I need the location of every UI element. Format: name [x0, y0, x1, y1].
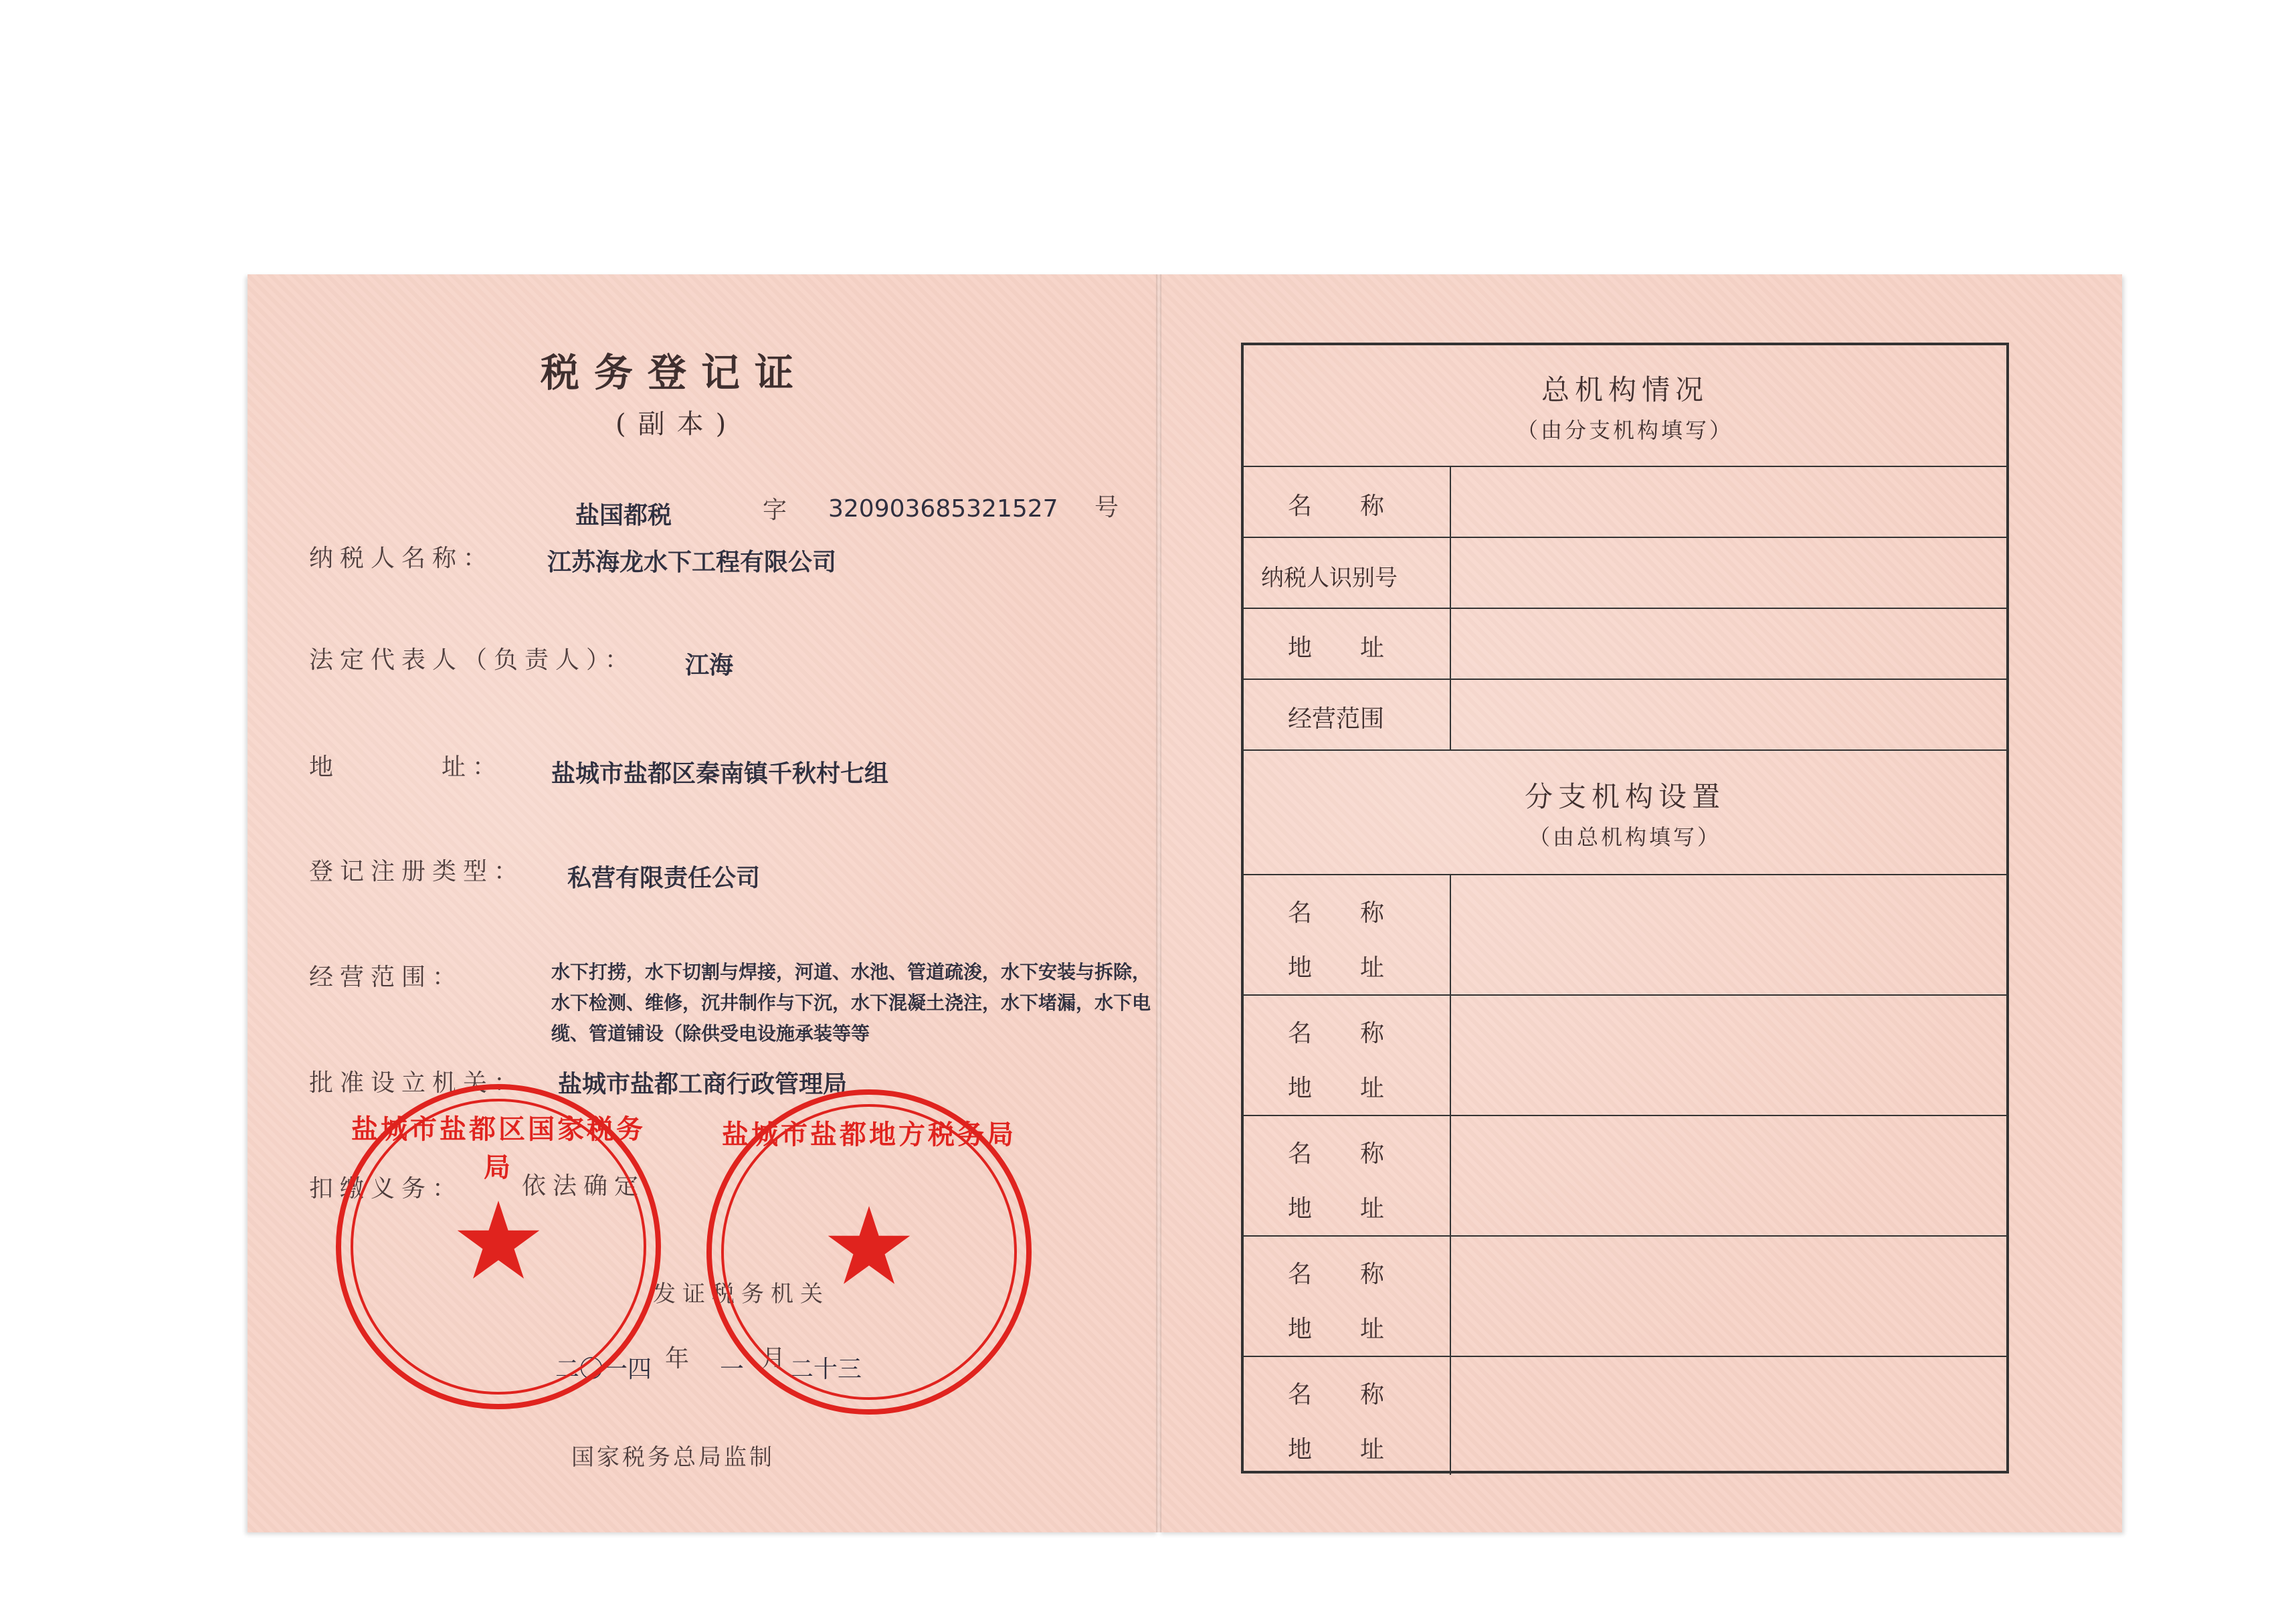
footer-supervisor: 国家税务总局监制	[571, 1444, 775, 1471]
date-day: 二十三	[789, 1356, 862, 1383]
branch-row	[1244, 1235, 2006, 1357]
certificate-title: 税务登记证	[541, 350, 809, 395]
reg-type-value: 私营有限责任公司	[567, 865, 761, 892]
date-month-label: 月	[761, 1345, 793, 1372]
seal-star-icon: ★	[821, 1184, 917, 1309]
branch-address-label: 地 址	[1288, 1436, 1385, 1463]
address-label-b: 址：	[442, 753, 504, 781]
branch-address-label: 地 址	[1288, 954, 1385, 982]
branch-subtitle: （由总机构填写）	[1528, 824, 1721, 850]
date-year: 二〇一四	[555, 1356, 652, 1383]
book-spine	[1156, 274, 1161, 1532]
branch-row	[1244, 994, 2006, 1116]
tax-number: 320903685321527	[828, 495, 1058, 523]
number-char: 字	[763, 497, 794, 524]
taxpayer-name-value: 江苏海龙水下工程有限公司	[547, 549, 837, 576]
local-tax-seal	[706, 1089, 1032, 1415]
date-year-label: 年	[665, 1345, 696, 1372]
legal-rep-label: 法定代表人（负责人）：	[309, 646, 636, 674]
reg-type-label: 登记注册类型：	[309, 858, 525, 885]
branch-name-label: 名 称	[1288, 1140, 1385, 1168]
branch-name-label: 名 称	[1288, 1381, 1385, 1409]
branch-row	[1244, 1115, 2006, 1237]
withholding-value: 依法确定	[522, 1172, 646, 1200]
legal-rep-value: 江海	[685, 652, 734, 679]
hq-row-label: 名 称	[1288, 492, 1385, 520]
address-value: 盐城市盐都区秦南镇千秋村七组	[551, 760, 889, 788]
branch-title: 分支机构设置	[1524, 780, 1725, 813]
hq-title: 总机构情况	[1541, 373, 1709, 406]
hq-header	[1244, 368, 2006, 444]
branch-name-label: 名 称	[1288, 1020, 1385, 1047]
approval-org-label: 批准设立机关：	[309, 1069, 525, 1097]
branch-header	[1244, 775, 2006, 851]
certificate-subtitle: (副本)	[615, 409, 739, 440]
branch-row	[1244, 1356, 2006, 1475]
branch-address-label: 地 址	[1288, 1195, 1385, 1223]
national-tax-seal	[336, 1084, 661, 1409]
number-prefix: 盐国都税	[575, 502, 672, 529]
local-tax-seal-text: 盐城市盐都地方税务局	[722, 1120, 1016, 1150]
approval-org-value: 盐城市盐都工商行政管理局	[558, 1071, 848, 1098]
branch-address-label: 地 址	[1288, 1316, 1385, 1343]
hq-row-label: 地 址	[1288, 634, 1385, 662]
branch-row	[1244, 874, 2006, 996]
address-label-a: 地	[309, 753, 341, 781]
branch-header-row	[1244, 749, 2006, 875]
date-month: 一	[720, 1356, 745, 1383]
issuer-label: 发证税务机关	[653, 1281, 830, 1308]
hq-subtitle: （由分支机构填写）	[1516, 418, 1733, 443]
branch-address-label: 地 址	[1288, 1075, 1385, 1102]
hq-row-label: 经营范围	[1288, 705, 1385, 733]
withholding-label: 扣缴义务：	[309, 1175, 464, 1202]
business-scope-label: 经营范围：	[309, 964, 464, 991]
number-suffix: 号	[1094, 494, 1126, 521]
branch-name-label: 名 称	[1288, 1261, 1385, 1288]
business-scope-value: 水下打捞，水下切割与焊接，河道、水池、管道疏浚，水下安装与拆除，水下检测、维修，沉井制作与下沉，水下混凝土浇注，水下堵漏，水下电缆、管道铺设（除供受电设施承装等等	[551, 961, 1151, 1045]
taxpayer-name-label: 纳税人名称：	[309, 545, 494, 572]
organization-table	[1241, 343, 2009, 1473]
hq-row-scope	[1244, 679, 2006, 751]
hq-row-name	[1244, 466, 2006, 538]
branch-name-label: 名 称	[1288, 899, 1385, 927]
seal-star-icon: ★	[450, 1178, 547, 1304]
hq-row-id	[1244, 537, 2006, 609]
national-tax-seal-text: 盐城市盐都区国家税务局	[351, 1114, 646, 1183]
hq-row-label: 纳税人识别号	[1261, 565, 1398, 592]
hq-row-address	[1244, 608, 2006, 680]
